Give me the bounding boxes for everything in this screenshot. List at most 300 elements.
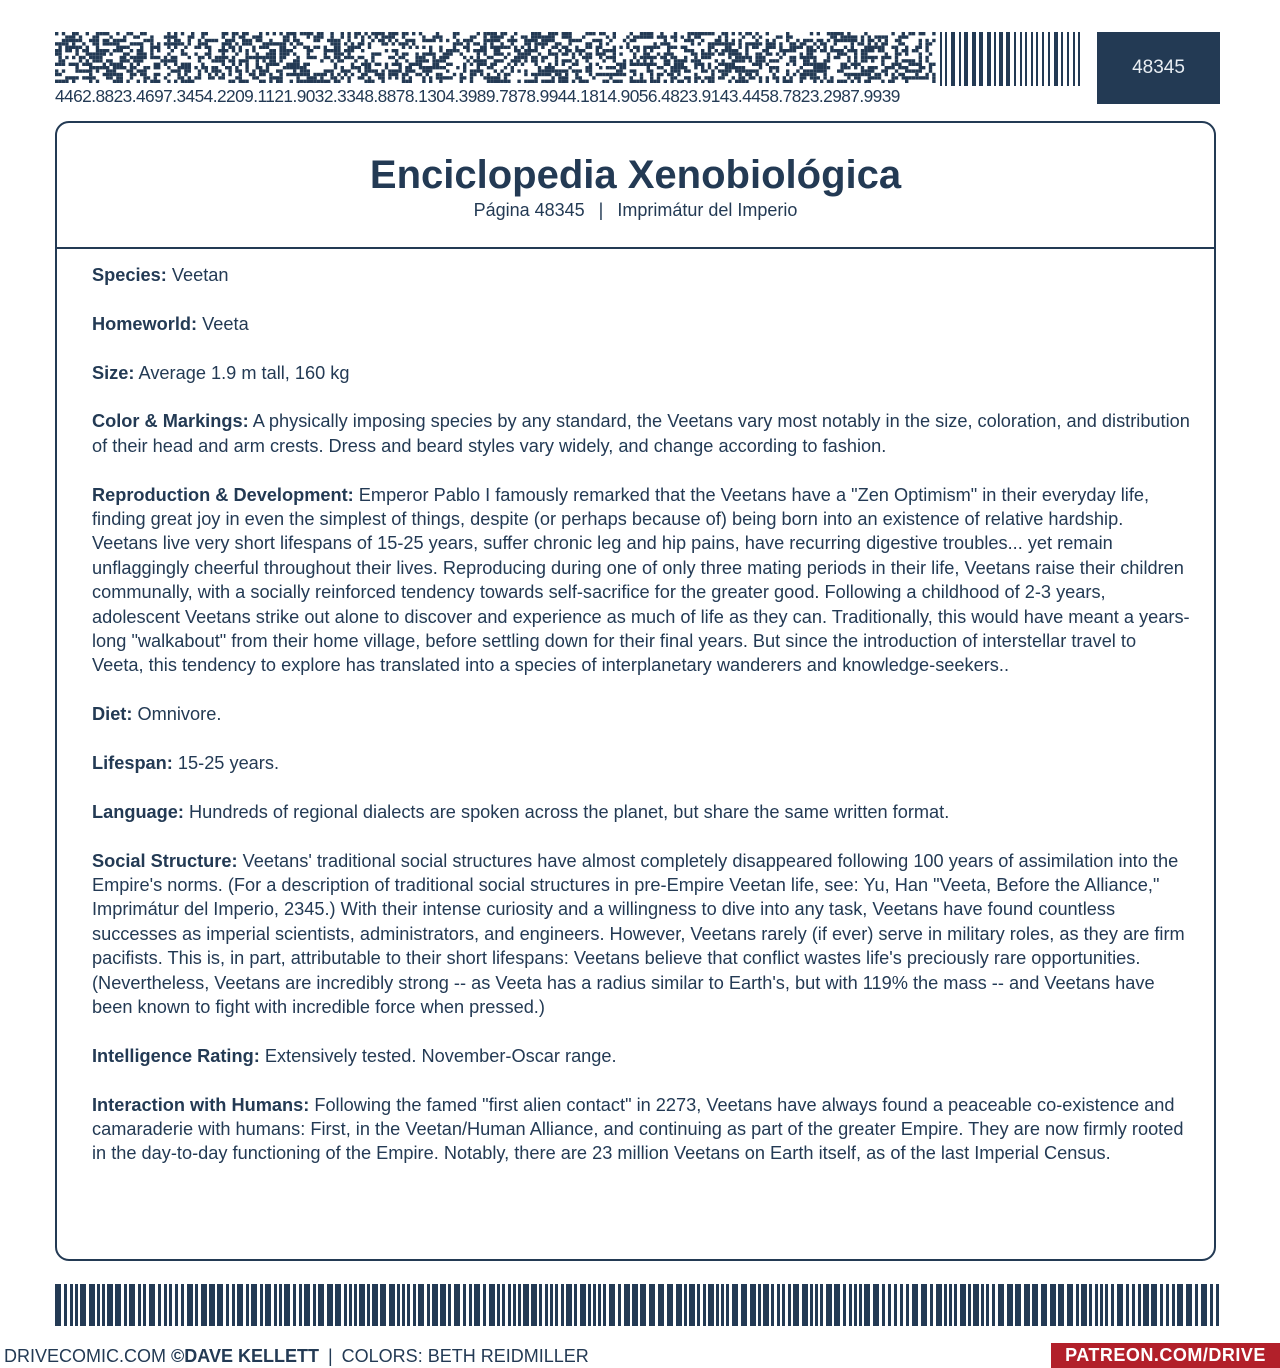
code-cell	[854, 39, 857, 42]
code-cell	[749, 42, 752, 45]
code-cell	[205, 39, 208, 42]
code-cell	[375, 35, 378, 38]
code-cell	[92, 42, 95, 45]
barcode-bar	[344, 1284, 347, 1326]
code-cell	[252, 56, 255, 59]
code-cell	[116, 49, 119, 52]
code-cell	[283, 39, 286, 42]
code-cell	[565, 35, 568, 38]
barcode-bar	[593, 1284, 596, 1326]
code-cell	[273, 42, 276, 45]
code-cell	[630, 69, 633, 72]
code-cell	[626, 42, 629, 45]
code-cell	[803, 69, 806, 72]
code-cell	[426, 73, 429, 76]
code-cell	[735, 66, 738, 69]
code-cell	[368, 69, 371, 72]
code-cell	[541, 56, 544, 59]
barcode-bar	[1111, 1284, 1114, 1326]
code-cell	[116, 80, 119, 83]
code-cell	[290, 32, 293, 35]
code-cell	[541, 73, 544, 76]
code-cell	[579, 76, 582, 79]
code-cell	[786, 69, 789, 72]
code-cell	[840, 63, 843, 66]
entry-text: Following the famed "first alien contact" in 2273, Veetans have always found a peaceable co-existence and camaraderie with humans: First, in the Veetan/Human Alliance, and continuing as part of the greater Empire. They are now firmly rooted in the day-to-day functioning of the Empire. Notably, there are 23 million Veetans on Earth itself, as of the last Imperial Census.	[92, 1094, 1184, 1164]
code-cell	[769, 66, 772, 69]
code-cell	[660, 56, 663, 59]
code-cell	[919, 76, 922, 79]
code-cell	[755, 63, 758, 66]
code-cell	[718, 76, 721, 79]
code-cell	[565, 49, 568, 52]
barcode-bar	[994, 32, 996, 86]
code-cell	[766, 46, 769, 49]
code-cell	[109, 52, 112, 55]
code-cell	[752, 42, 755, 45]
code-cell	[704, 32, 707, 35]
code-cell	[766, 32, 769, 35]
code-cell	[718, 35, 721, 38]
code-cell	[694, 80, 697, 83]
code-cell	[698, 32, 701, 35]
code-cell	[157, 73, 160, 76]
code-cell	[449, 52, 452, 55]
code-cell	[361, 49, 364, 52]
code-cell	[388, 35, 391, 38]
code-cell	[239, 63, 242, 66]
code-cell	[286, 63, 289, 66]
code-cell	[273, 52, 276, 55]
code-cell	[854, 76, 857, 79]
code-cell	[55, 69, 58, 72]
code-cell	[79, 69, 82, 72]
code-cell	[810, 49, 813, 52]
code-cell	[259, 39, 262, 42]
code-cell	[443, 66, 446, 69]
barcode-bar	[689, 1284, 695, 1326]
code-cell	[395, 59, 398, 62]
code-cell	[273, 76, 276, 79]
code-cell	[871, 56, 874, 59]
code-cell	[130, 32, 133, 35]
barcode-bar	[1006, 32, 1010, 86]
code-cell	[507, 39, 510, 42]
barcode-bar	[318, 1284, 324, 1326]
code-cell	[565, 69, 568, 72]
code-cell	[657, 52, 660, 55]
code-cell	[446, 56, 449, 59]
code-cell	[249, 42, 252, 45]
barcode-bar	[418, 1284, 424, 1326]
code-cell	[738, 76, 741, 79]
barcode-bar	[293, 1284, 296, 1326]
code-cell	[174, 69, 177, 72]
code-cell	[579, 52, 582, 55]
code-cell	[96, 59, 99, 62]
code-cell	[480, 59, 483, 62]
code-cell	[670, 76, 673, 79]
code-cell	[106, 39, 109, 42]
code-cell	[511, 59, 514, 62]
code-cell	[266, 42, 269, 45]
barcode-bar	[1061, 32, 1063, 86]
code-cell	[470, 39, 473, 42]
code-cell	[330, 32, 333, 35]
top-barcode	[55, 32, 1080, 86]
code-cell	[708, 42, 711, 45]
code-cell	[405, 73, 408, 76]
code-cell	[109, 76, 112, 79]
code-cell	[681, 66, 684, 69]
barcode-bar	[1041, 1284, 1047, 1326]
code-cell	[364, 69, 367, 72]
code-cell	[320, 76, 323, 79]
code-cell	[96, 56, 99, 59]
code-cell	[548, 52, 551, 55]
code-cell	[660, 35, 663, 38]
code-cell	[847, 35, 850, 38]
code-cell	[919, 59, 922, 62]
code-cell	[806, 39, 809, 42]
code-cell	[429, 49, 432, 52]
code-cell	[711, 80, 714, 83]
entry-text: 15-25 years.	[177, 753, 280, 774]
entry-label: Reproduction & Development:	[92, 484, 354, 505]
barcode-bar	[299, 1284, 302, 1326]
code-cell	[266, 56, 269, 59]
code-cell	[92, 66, 95, 69]
code-cell	[96, 66, 99, 69]
code-cell	[925, 42, 928, 45]
code-cell	[409, 39, 412, 42]
code-cell	[245, 59, 248, 62]
code-cell	[759, 52, 762, 55]
code-cell	[817, 66, 820, 69]
code-cell	[490, 32, 493, 35]
code-cell	[711, 73, 714, 76]
code-cell	[490, 46, 493, 49]
code-cell	[334, 56, 337, 59]
code-cell	[776, 52, 779, 55]
code-cell	[745, 32, 748, 35]
barcode-bar	[474, 1284, 480, 1326]
code-cell	[568, 42, 571, 45]
code-cell	[776, 66, 779, 69]
code-cell	[905, 66, 908, 69]
barcode-bar	[859, 1284, 862, 1326]
code-cell	[130, 63, 133, 66]
code-cell	[409, 80, 412, 83]
code-cell	[837, 39, 840, 42]
code-cell	[534, 73, 537, 76]
code-cell	[701, 56, 704, 59]
code-cell	[810, 46, 813, 49]
code-cell	[279, 32, 282, 35]
code-cell	[701, 66, 704, 69]
code-cell	[228, 42, 231, 45]
code-cell	[55, 42, 58, 45]
code-cell	[766, 63, 769, 66]
code-cell	[167, 52, 170, 55]
code-cell	[599, 42, 602, 45]
code-cell	[313, 56, 316, 59]
code-cell	[439, 80, 442, 83]
code-cell	[398, 63, 401, 66]
code-cell	[840, 80, 843, 83]
code-cell	[143, 80, 146, 83]
code-cell	[915, 73, 918, 76]
code-cell	[545, 66, 548, 69]
code-cell	[385, 63, 388, 66]
code-cell	[140, 42, 143, 45]
footer-site-link[interactable]: DRIVECOMIC.COM	[4, 1346, 166, 1366]
code-cell	[330, 49, 333, 52]
code-cell	[742, 56, 745, 59]
code-cell	[188, 56, 191, 59]
code-cell	[752, 76, 755, 79]
code-cell	[334, 66, 337, 69]
code-cell	[708, 49, 711, 52]
code-cell	[58, 46, 61, 49]
code-cell	[657, 73, 660, 76]
code-cell	[402, 46, 405, 49]
barcode-bar	[609, 1284, 615, 1326]
code-cell	[300, 66, 303, 69]
code-cell	[670, 52, 673, 55]
code-cell	[565, 32, 568, 35]
code-cell	[932, 73, 935, 76]
code-cell	[222, 73, 225, 76]
code-cell	[171, 56, 174, 59]
code-cell	[310, 56, 313, 59]
code-cell	[443, 76, 446, 79]
code-cell	[660, 42, 663, 45]
code-cell	[820, 80, 823, 83]
barcode-bar	[102, 1284, 105, 1326]
code-cell	[364, 73, 367, 76]
code-cell	[109, 69, 112, 72]
code-cell	[313, 80, 316, 83]
code-cell	[786, 32, 789, 35]
code-cell	[184, 69, 187, 72]
code-cell	[487, 66, 490, 69]
code-cell	[96, 46, 99, 49]
code-cell	[307, 56, 310, 59]
code-cell	[623, 73, 626, 76]
code-cell	[888, 56, 891, 59]
code-cell	[286, 73, 289, 76]
code-cell	[538, 35, 541, 38]
barcode-bar	[849, 1284, 852, 1326]
code-cell	[477, 63, 480, 66]
code-cell	[674, 39, 677, 42]
code-cell	[439, 66, 442, 69]
code-cell	[708, 32, 711, 35]
code-cell	[334, 63, 337, 66]
code-cell	[925, 49, 928, 52]
code-cell	[174, 42, 177, 45]
barcode-bar	[1160, 1284, 1163, 1326]
code-cell	[242, 42, 245, 45]
code-cell	[616, 69, 619, 72]
code-cell	[72, 80, 75, 83]
code-cell	[266, 32, 269, 35]
barcode-bar	[97, 1284, 100, 1326]
code-cell	[602, 59, 605, 62]
code-cell	[378, 73, 381, 76]
barcode-bar	[900, 1284, 903, 1326]
code-cell	[524, 59, 527, 62]
barcode-bar	[80, 1284, 86, 1326]
barcode-bar	[304, 1284, 310, 1326]
code-cell	[847, 73, 850, 76]
code-cell	[351, 73, 354, 76]
barcode-bar	[407, 1284, 410, 1326]
code-cell	[548, 49, 551, 52]
code-cell	[504, 80, 507, 83]
code-cell	[103, 42, 106, 45]
code-cell	[664, 39, 667, 42]
code-cell	[58, 73, 61, 76]
code-cell	[905, 49, 908, 52]
code-cell	[347, 46, 350, 49]
code-cell	[514, 63, 517, 66]
code-cell	[504, 56, 507, 59]
code-cell	[871, 49, 874, 52]
code-cell	[851, 73, 854, 76]
code-cell	[681, 63, 684, 66]
code-cell	[657, 76, 660, 79]
code-cell	[300, 73, 303, 76]
barcode-bar	[1036, 32, 1038, 86]
code-cell	[919, 46, 922, 49]
code-cell	[466, 46, 469, 49]
code-cell	[732, 66, 735, 69]
code-cell	[602, 49, 605, 52]
code-cell	[130, 66, 133, 69]
code-cell	[113, 80, 116, 83]
code-cell	[412, 32, 415, 35]
code-cell	[174, 39, 177, 42]
barcode-bar	[598, 1284, 601, 1326]
code-cell	[191, 35, 194, 38]
code-cell	[167, 42, 170, 45]
code-cell	[385, 49, 388, 52]
code-cell	[228, 39, 231, 42]
code-cell	[813, 66, 816, 69]
code-cell	[194, 66, 197, 69]
code-cell	[137, 52, 140, 55]
code-cell	[643, 56, 646, 59]
code-cell	[725, 46, 728, 49]
code-cell	[925, 46, 928, 49]
code-cell	[854, 49, 857, 52]
code-cell	[871, 69, 874, 72]
barcode-bar	[550, 1284, 553, 1326]
code-cell	[79, 39, 82, 42]
code-cell	[718, 39, 721, 42]
entry-list	[92, 263, 1192, 1190]
code-cell	[919, 66, 922, 69]
code-cell	[443, 52, 446, 55]
code-cell	[494, 49, 497, 52]
code-cell	[813, 59, 816, 62]
code-cell	[245, 69, 248, 72]
code-cell	[188, 42, 191, 45]
code-cell	[483, 32, 486, 35]
code-cell	[885, 42, 888, 45]
code-cell	[891, 32, 894, 35]
code-cell	[786, 80, 789, 83]
code-cell	[579, 49, 582, 52]
code-cell	[616, 80, 619, 83]
code-cell	[436, 76, 439, 79]
code-cell	[783, 49, 786, 52]
code-cell	[752, 69, 755, 72]
code-cell	[755, 32, 758, 35]
code-cell	[735, 69, 738, 72]
code-cell	[636, 35, 639, 38]
code-cell	[123, 46, 126, 49]
code-cell	[82, 56, 85, 59]
barcode-bar	[882, 1284, 885, 1326]
code-cell	[555, 32, 558, 35]
card-header	[57, 123, 1214, 249]
code-cell	[823, 63, 826, 66]
code-cell	[426, 39, 429, 42]
code-cell	[96, 32, 99, 35]
code-cell	[215, 39, 218, 42]
code-cell	[803, 63, 806, 66]
code-cell	[364, 66, 367, 69]
code-cell	[381, 69, 384, 72]
code-cell	[429, 39, 432, 42]
code-cell	[609, 66, 612, 69]
code-cell	[351, 66, 354, 69]
code-cell	[222, 76, 225, 79]
code-cell	[606, 49, 609, 52]
code-cell	[147, 66, 150, 69]
code-cell	[834, 39, 837, 42]
code-cell	[473, 35, 476, 38]
barcode-bar	[684, 1284, 687, 1326]
code-cell	[402, 56, 405, 59]
code-cell	[772, 39, 775, 42]
code-cell	[589, 63, 592, 66]
code-cell	[701, 52, 704, 55]
entry-diet	[92, 702, 1192, 726]
code-cell	[514, 46, 517, 49]
code-cell	[718, 63, 721, 66]
code-cell	[334, 52, 337, 55]
code-cell	[779, 35, 782, 38]
code-cell	[371, 56, 374, 59]
barcode-bar	[782, 1284, 785, 1326]
code-cell	[378, 76, 381, 79]
code-cell	[854, 63, 857, 66]
code-cell	[630, 63, 633, 66]
code-cell	[473, 69, 476, 72]
barcode-bar	[313, 1284, 316, 1326]
code-cell	[677, 73, 680, 76]
patreon-link[interactable]: PATREON.COM/DRIVE	[1051, 1343, 1280, 1368]
code-cell	[844, 66, 847, 69]
code-cell	[256, 56, 259, 59]
code-cell	[245, 80, 248, 83]
barcode-bar	[936, 1284, 942, 1326]
code-cell	[235, 42, 238, 45]
